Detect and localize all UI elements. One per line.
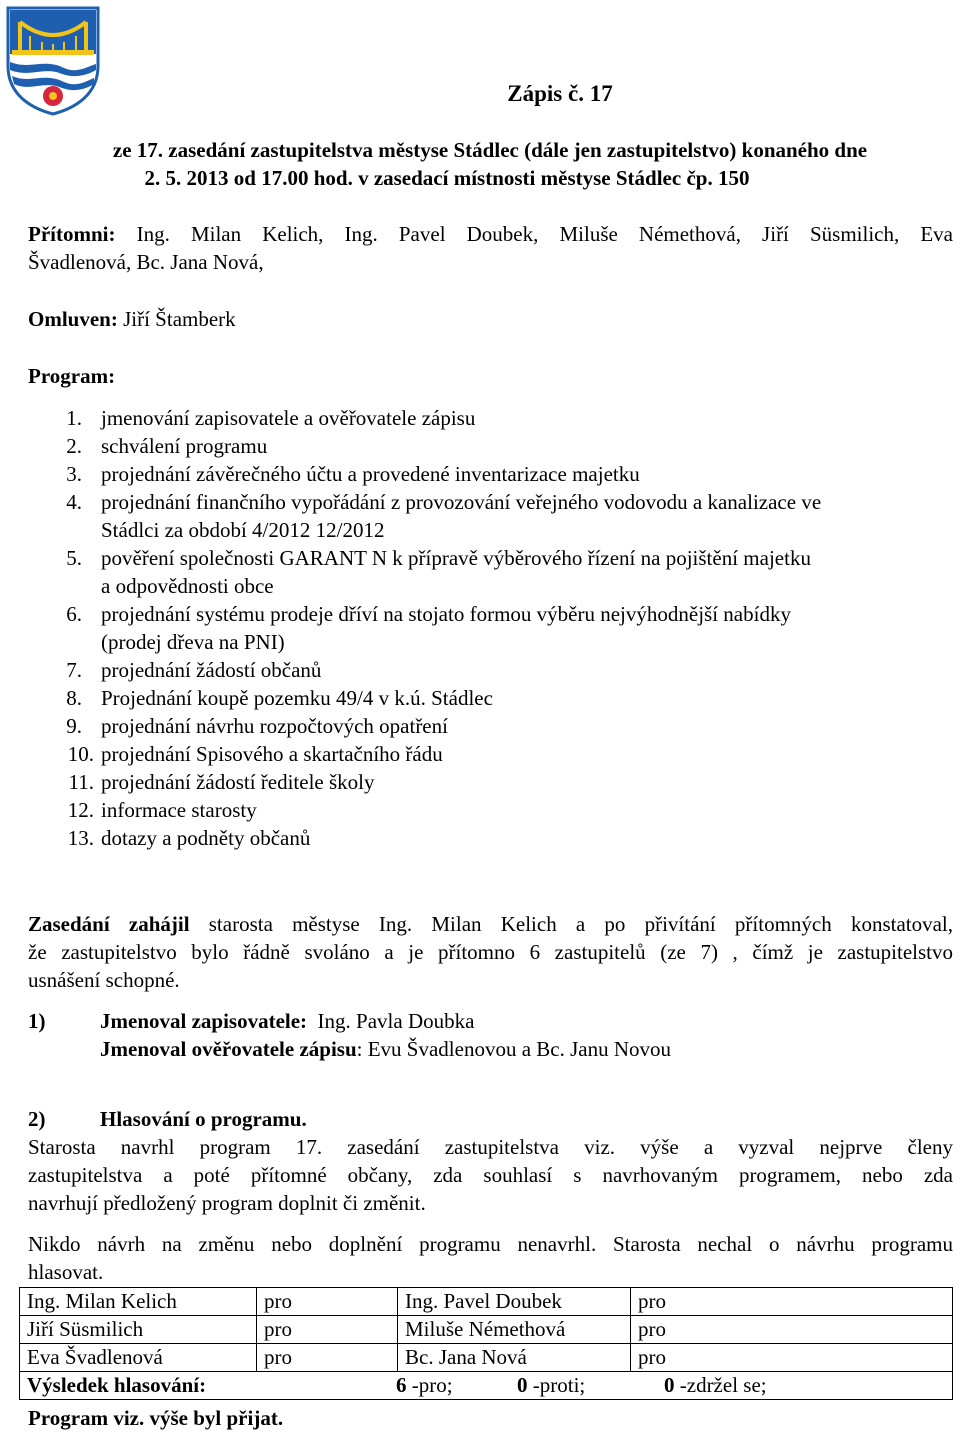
recorder-line <box>100 1007 474 1035</box>
program-item-number: 3. <box>66 462 82 486</box>
vote-for-label: -pro; <box>411 1373 453 1397</box>
table-row <box>20 1344 953 1372</box>
excused-line <box>28 305 236 333</box>
excused-value: Jiří Štamberk <box>123 307 236 331</box>
program-item-text: informace starosty <box>101 798 257 822</box>
vote-for <box>396 1372 453 1399</box>
present-names: Ing. Milan Kelich, Ing. Pavel Doubek, Miluše Némethová, Jiří Süsmilich, Eva <box>136 222 954 246</box>
section-2-heading: Hlasování o programu. <box>100 1107 307 1131</box>
vote-table <box>19 1287 953 1400</box>
program-item-number: 8. <box>66 686 82 710</box>
program-item-number: 5. <box>66 546 82 570</box>
section-2-number: 2) <box>28 1107 46 1131</box>
program-item-number: 10. <box>67 742 94 766</box>
section-2-para-1-line-1: Starosta navrhl program 17. zasedání zastupitelstva viz. výše a vyzval nejprve členy <box>28 1135 953 1159</box>
program-item-number: 13. <box>67 826 94 850</box>
recorder-label: Jmenoval zapisovatele: <box>100 1009 308 1033</box>
document-subtitle-line-1: ze 17. zasedání zastupitelstva městyse Stádlec (dále jen zastupitelstvo) konaného dne <box>112 138 868 162</box>
member-vote: pro <box>257 1288 398 1316</box>
program-label: Program: <box>28 364 116 388</box>
vote-against-label: -proti; <box>532 1373 586 1397</box>
member-name: Ing. Milan Kelich <box>20 1288 257 1316</box>
member-vote: pro <box>631 1316 953 1344</box>
present-line-1 <box>28 220 953 248</box>
section-2-para-2-line-1: Nikdo návrh na změnu nebo doplnění programu nenavrhl. Starosta nechal o návrhu programu <box>28 1232 953 1256</box>
program-item-text: projednání Spisového a skartačního řádu <box>101 742 443 766</box>
vote-abstain-label: -zdržel se; <box>679 1373 767 1397</box>
program-item-text: pověření společnosti GARANT N k přípravě výběrového řízení na pojištění majetku <box>101 546 811 570</box>
member-vote: pro <box>257 1344 398 1372</box>
program-item-text: projednání finančního vypořádání z provozování veřejného vodovodu a kanalizace ve <box>101 490 822 514</box>
program-item-text-continued: (prodej dřeva na PNI) <box>101 630 285 654</box>
present-label: Přítomni: <box>28 222 116 246</box>
vote-result-row <box>20 1372 953 1400</box>
vote-result-label: Výsledek hlasování: <box>27 1373 207 1397</box>
program-item-text: projednání žádostí občanů <box>101 658 322 682</box>
program-item-number: 4. <box>66 490 82 514</box>
opening-line-1 <box>28 910 953 938</box>
section-1-number: 1) <box>28 1009 46 1033</box>
program-item-number: 1. <box>66 406 82 430</box>
program-item-text: projednání žádostí ředitele školy <box>101 770 375 794</box>
document-subtitle-line-2: 2. 5. 2013 od 17.00 hod. v zasedací místnosti městyse Stádlec čp. 150 <box>144 166 750 190</box>
member-name: Miluše Némethová <box>398 1316 631 1344</box>
opening-text: starosta městyse Ing. Milan Kelich a po přivítání přítomných konstatoval, <box>208 912 954 936</box>
member-name: Ing. Pavel Doubek <box>398 1288 631 1316</box>
program-item-text: projednání systému prodeje dříví na stojato formou výběru nejvýhodnější nabídky <box>101 602 791 626</box>
member-name: Eva Švadlenová <box>20 1344 257 1372</box>
verifier-line <box>100 1035 671 1063</box>
program-item-number: 9. <box>66 714 82 738</box>
vote-against <box>517 1372 585 1399</box>
member-vote: pro <box>631 1344 953 1372</box>
member-name: Jiří Süsmilich <box>20 1316 257 1344</box>
program-item-number: 2. <box>66 434 82 458</box>
conclusion-text: Program viz. výše byl přijat. <box>28 1406 284 1430</box>
document-title: Zápis č. 17 <box>507 81 613 106</box>
recorder-value: Ing. Pavla Doubka <box>317 1009 475 1033</box>
vote-result-cell <box>20 1372 953 1400</box>
table-row <box>20 1288 953 1316</box>
opening-line-2: že zastupitelstvo bylo řádně svoláno a je přítomno 6 zastupitelů (ze 7) , čímž je zastupitelstvo <box>28 940 953 964</box>
program-item-text: projednání závěrečného účtu a provedené inventarizace majetku <box>101 462 640 486</box>
program-item-text: schválení programu <box>101 434 268 458</box>
program-item-text: jmenování zapisovatele a ověřovatele zápisu <box>101 406 476 430</box>
program-item-number: 7. <box>66 658 82 682</box>
verifier-label: Jmenoval ověřovatele zápisu <box>100 1037 357 1061</box>
member-vote: pro <box>631 1288 953 1316</box>
vote-for-count: 6 <box>396 1373 407 1397</box>
program-item-text: Projednání koupě pozemku 49/4 v k.ú. Stádlec <box>101 686 493 710</box>
verifier-value: : Evu Švadlenovou a Bc. Janu Novou <box>356 1037 671 1061</box>
opening-line-3: usnášení schopné. <box>28 968 180 992</box>
table-row <box>20 1316 953 1344</box>
program-item-text: dotazy a podněty občanů <box>101 826 311 850</box>
member-vote: pro <box>257 1316 398 1344</box>
section-2-para-1-line-3: navrhují předložený program doplnit či změnit. <box>28 1191 426 1215</box>
program-item-number: 6. <box>66 602 82 626</box>
excused-label: Omluven: <box>28 307 118 331</box>
opening-bold-lead: Zasedání zahájil <box>28 912 190 936</box>
section-2-para-2-line-2: hlasovat. <box>28 1260 104 1284</box>
program-item-text-continued: Stádlci za období 4/2012 12/2012 <box>101 518 385 542</box>
present-line-2: Švadlenová, Bc. Jana Nová, <box>28 250 264 274</box>
program-item-number: 12. <box>67 798 94 822</box>
vote-abstain <box>664 1372 767 1399</box>
program-item-number: 11. <box>68 770 94 794</box>
member-name: Bc. Jana Nová <box>398 1344 631 1372</box>
program-item-text-continued: a odpovědnosti obce <box>101 574 274 598</box>
vote-abstain-count: 0 <box>664 1373 675 1397</box>
section-2-para-1-line-2: zastupitelstva a poté přítomné občany, zda souhlasí s navrhovaným programem, nebo zda <box>28 1163 953 1187</box>
program-item-text: projednání návrhu rozpočtových opatření <box>101 714 448 738</box>
vote-against-count: 0 <box>517 1373 528 1397</box>
